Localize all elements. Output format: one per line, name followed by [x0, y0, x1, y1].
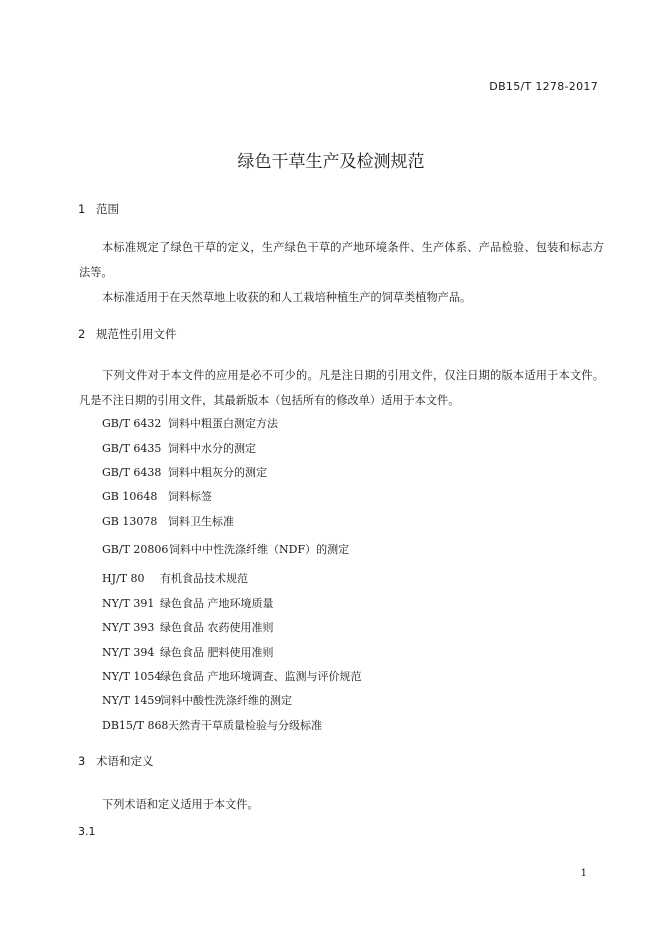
reference-title: 饲料中水分的测定 [168, 442, 256, 455]
reference-item [102, 644, 274, 660]
reference-title: 绿色食品 产地环境质量 [160, 597, 274, 610]
reference-code: HJ/T 80 [102, 572, 145, 585]
reference-item [102, 717, 322, 733]
paragraph [79, 363, 604, 413]
section-title: 术语和定义 [96, 754, 154, 768]
reference-title: 天然青干草质量检验与分级标准 [168, 719, 322, 732]
reference-title: 有机食品技术规范 [160, 572, 248, 585]
paragraph [79, 285, 604, 310]
reference-item [102, 668, 362, 684]
reference-code: NY/T 393 [102, 621, 155, 634]
section-title: 范围 [96, 202, 119, 216]
reference-item [102, 595, 274, 611]
reference-title: 饲料卫生标准 [168, 515, 234, 528]
section-heading-1 [78, 201, 119, 217]
reference-code: GB 10648 [102, 490, 158, 503]
reference-code: GB/T 6438 [102, 466, 162, 479]
reference-item [102, 619, 274, 635]
reference-code: GB 13078 [102, 515, 158, 528]
reference-code: NY/T 394 [102, 646, 155, 659]
reference-item [102, 692, 292, 708]
reference-item [102, 464, 267, 480]
reference-code: GB/T 20806 [102, 543, 169, 556]
reference-item [102, 513, 234, 529]
reference-title: 绿色食品 产地环境调查、监测与评价规范 [160, 670, 362, 683]
paragraph [79, 235, 604, 285]
section-number: 3 [78, 754, 86, 768]
reference-item [102, 415, 278, 431]
paragraph-text: 下列术语和定义适用于本文件。 [102, 798, 259, 811]
reference-item [102, 440, 256, 456]
paragraph-text: 本标准规定了绿色干草的定义，生产绿色干草的产地环境条件、生产体系、产品检验、包装和标志方法等。 [79, 241, 604, 279]
reference-item [102, 541, 349, 557]
reference-code: NY/T 1054 [102, 670, 162, 683]
reference-title: 绿色食品 肥料使用准则 [160, 646, 274, 659]
reference-code: DB15/T 868 [102, 719, 169, 732]
section-number: 1 [78, 202, 86, 216]
reference-title: 饲料中酸性洗涤纤维的测定 [160, 694, 292, 707]
section-number: 2 [78, 327, 86, 341]
subsection-number: 3.1 [78, 825, 96, 838]
reference-title: 绿色食品 农药使用准则 [160, 621, 274, 634]
reference-code: GB/T 6435 [102, 442, 162, 455]
section-heading-3 [78, 753, 154, 769]
reference-item [102, 488, 212, 504]
section-title: 规范性引用文件 [96, 327, 177, 341]
reference-item [102, 570, 248, 586]
reference-code: NY/T 391 [102, 597, 155, 610]
document-number: DB15/T 1278-2017 [489, 80, 598, 93]
paragraph [79, 792, 604, 817]
reference-code: GB/T 6432 [102, 417, 162, 430]
reference-title: 饲料中中性洗涤纤维（NDF）的测定 [169, 543, 350, 556]
page-number: 1 [580, 868, 587, 879]
reference-title: 饲料中粗灰分的测定 [168, 466, 267, 479]
reference-code: NY/T 1459 [102, 694, 162, 707]
reference-title: 饲料中粗蛋白测定方法 [168, 417, 278, 430]
paragraph-text: 本标准适用于在天然草地上收获的和人工栽培种植生产的饲草类植物产品。 [102, 291, 472, 304]
section-heading-2 [78, 326, 177, 342]
paragraph-text: 下列文件对于本文件的应用是必不可少的。凡是注日期的引用文件，仅注日期的版本适用于本文件。凡是不注日期的引用文件，其最新版本（包括所有的修改单）适用于本文件。 [79, 369, 604, 407]
reference-title: 饲料标签 [168, 490, 212, 503]
page-title: 绿色干草生产及检测规范 [237, 152, 425, 172]
